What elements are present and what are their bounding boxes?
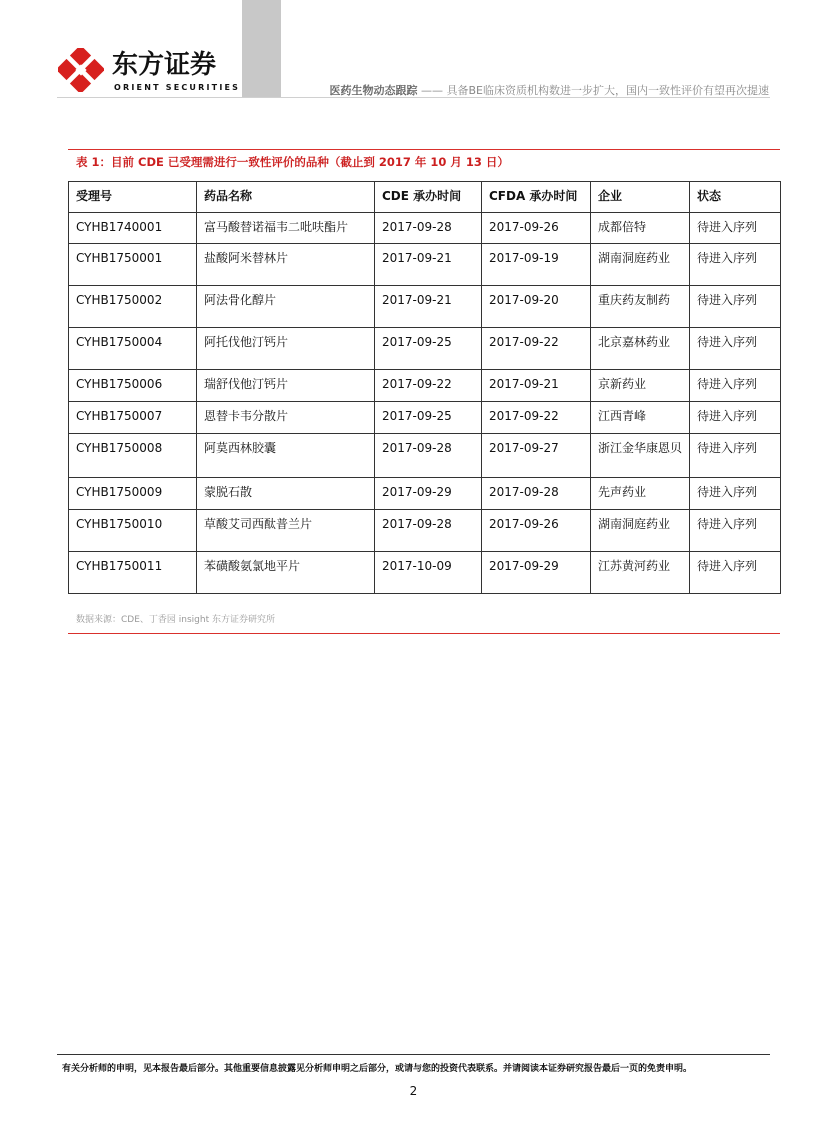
- table-cell: CYHB1750009: [69, 478, 197, 510]
- table-cell: CYHB1750001: [69, 244, 197, 286]
- table-cell: 待进入序列: [690, 402, 781, 434]
- table-row: [69, 286, 781, 328]
- column-header: CFDA 承办时间: [482, 182, 591, 213]
- table-cell: 江苏黄河药业: [591, 552, 690, 594]
- table-row: [69, 478, 781, 510]
- table-cell: 2017-09-22: [482, 402, 591, 434]
- orient-securities-logo-icon: [58, 48, 104, 92]
- table-cell: 待进入序列: [690, 370, 781, 402]
- table-cell: 2017-09-21: [375, 286, 482, 328]
- report-title: —— 具备BE临床资质机构数进一步扩大，国内一致性评价有望再次提速: [421, 84, 769, 97]
- table-row: [69, 370, 781, 402]
- column-header: 受理号: [69, 182, 197, 213]
- table-source-note: 数据来源：CDE、丁香园 insight 东方证券研究所: [76, 615, 275, 625]
- table-cell: 2017-09-29: [375, 478, 482, 510]
- table-cell: 盐酸阿米替林片: [197, 244, 375, 286]
- table-cell: 苯磺酸氨氯地平片: [197, 552, 375, 594]
- table-cell: 2017-09-22: [375, 370, 482, 402]
- table-cell: 恩替卡韦分散片: [197, 402, 375, 434]
- page-number: 2: [409, 1084, 418, 1098]
- table-cell: 阿莫西林胶囊: [197, 434, 375, 478]
- table-cell: 瑞舒伐他汀钙片: [197, 370, 375, 402]
- table-cell: 2017-10-09: [375, 552, 482, 594]
- column-header: CDE 承办时间: [375, 182, 482, 213]
- table-cell: 成都倍特: [591, 213, 690, 244]
- table-cell: 江西青峰: [591, 402, 690, 434]
- table-header-row: [69, 182, 781, 213]
- table-cell: 待进入序列: [690, 510, 781, 552]
- table-cell: 蒙脱石散: [197, 478, 375, 510]
- table-row: [69, 244, 781, 286]
- table-cell: 2017-09-28: [375, 434, 482, 478]
- table-cell: 待进入序列: [690, 328, 781, 370]
- table-cell: 2017-09-20: [482, 286, 591, 328]
- table-cell: 湖南洞庭药业: [591, 510, 690, 552]
- column-header: 企业: [591, 182, 690, 213]
- table-cell: 先声药业: [591, 478, 690, 510]
- table-row: [69, 402, 781, 434]
- table-top-rule: [68, 149, 780, 150]
- brand-name-cn: 东方证券: [112, 50, 217, 80]
- table-cell: CYHB1750002: [69, 286, 197, 328]
- table-row: [69, 434, 781, 478]
- table-bottom-rule: [68, 633, 780, 634]
- table-cell: 2017-09-21: [482, 370, 591, 402]
- table-cell: CYHB1750007: [69, 402, 197, 434]
- column-header: 药品名称: [197, 182, 375, 213]
- table-cell: 阿法骨化醇片: [197, 286, 375, 328]
- table-cell: 2017-09-28: [482, 478, 591, 510]
- report-type: 医药生物动态跟踪: [329, 84, 418, 97]
- table-cell: 待进入序列: [690, 552, 781, 594]
- table-cell: CYHB1750008: [69, 434, 197, 478]
- table-row: [69, 510, 781, 552]
- footer-divider: [57, 1054, 770, 1055]
- table-cell: 富马酸替诺福韦二吡呋酯片: [197, 213, 375, 244]
- table-cell: 2017-09-26: [482, 510, 591, 552]
- table-row: [69, 213, 781, 244]
- table-cell: CYHB1750010: [69, 510, 197, 552]
- table-cell: CYHB1740001: [69, 213, 197, 244]
- table-cell: 2017-09-26: [482, 213, 591, 244]
- table-cell: 待进入序列: [690, 244, 781, 286]
- table-cell: 2017-09-22: [482, 328, 591, 370]
- table-cell: 2017-09-28: [375, 510, 482, 552]
- table-cell: 湖南洞庭药业: [591, 244, 690, 286]
- analyst-disclaimer: 有关分析师的申明，见本报告最后部分。其他重要信息披露见分析师申明之后部分，或请与您的投资代表联系。并请阅读本证券研究报告最后一页的免责申明。: [62, 1064, 693, 1074]
- table-cell: 待进入序列: [690, 478, 781, 510]
- table-row: [69, 552, 781, 594]
- table-cell: 草酸艾司西酞普兰片: [197, 510, 375, 552]
- table-cell: 待进入序列: [690, 213, 781, 244]
- table-cell: 北京嘉林药业: [591, 328, 690, 370]
- report-header: [330, 82, 770, 98]
- table-cell: CYHB1750006: [69, 370, 197, 402]
- column-header: 状态: [690, 182, 781, 213]
- table-row: [69, 328, 781, 370]
- brand-name-en: ORIENT SECURITIES: [114, 83, 241, 92]
- table-cell: 2017-09-27: [482, 434, 591, 478]
- header-divider: [57, 97, 770, 98]
- table-cell: CYHB1750011: [69, 552, 197, 594]
- table-cell: 京新药业: [591, 370, 690, 402]
- table-cell: 阿托伐他汀钙片: [197, 328, 375, 370]
- table-cell: 2017-09-25: [375, 402, 482, 434]
- table-cell: 浙江金华康恩贝: [591, 434, 690, 478]
- table-cell: 2017-09-21: [375, 244, 482, 286]
- table-title: 表 1：目前 CDE 已受理需进行一致性评价的品种（截止到 2017 年 10 月 13 日）: [76, 155, 509, 169]
- table-cell: 待进入序列: [690, 286, 781, 328]
- table-cell: 2017-09-28: [375, 213, 482, 244]
- table-cell: 2017-09-29: [482, 552, 591, 594]
- table-cell: 待进入序列: [690, 434, 781, 478]
- table-cell: 2017-09-25: [375, 328, 482, 370]
- header-gray-tab: [242, 0, 281, 98]
- table-cell: CYHB1750004: [69, 328, 197, 370]
- table-cell: 2017-09-19: [482, 244, 591, 286]
- table-cell: 重庆药友制药: [591, 286, 690, 328]
- consistency-evaluation-table: [68, 181, 781, 594]
